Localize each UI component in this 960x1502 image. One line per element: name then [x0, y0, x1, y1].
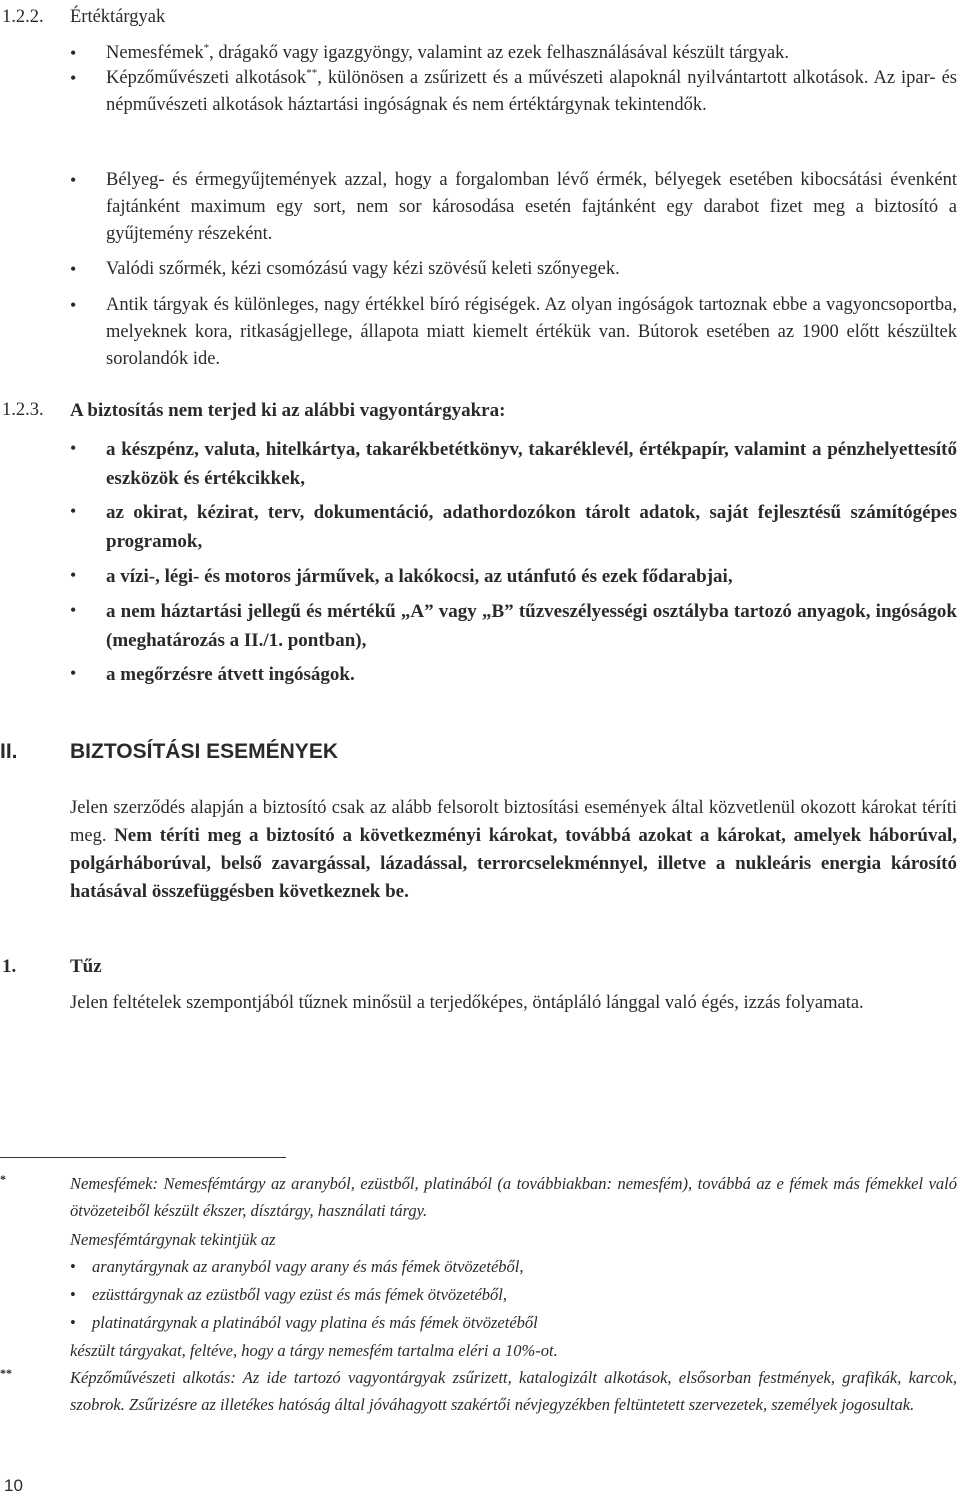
- section-ii-title: BIZTOSÍTÁSI ESEMÉNYEK: [70, 740, 338, 763]
- fire-number: 1.: [2, 956, 17, 977]
- item-text: Bélyeg- és érmegyűjtemények azzal, hogy a forgalomban lévő érmék, bélyegek esetében kibocsátási évenként fajtánként maximum egy sort, nem sor károsodása esetén fajtánként egy darabot fizet meg a biztosító a gyűjtemény részeként.: [106, 170, 957, 244]
- fire-text: Jelen feltételek szempontjából tűznek minősül a terjedőképes, öntápláló lánggal való égés, izzás folyamata.: [70, 993, 864, 1013]
- list-item: [70, 660, 957, 689]
- list-item: [70, 40, 957, 67]
- item-text: platinatárgynak a platinából vagy platina és más fémek ötvözetéből: [92, 1313, 538, 1332]
- item-text: az okirat, kézirat, terv, dokumentáció, adathordozókon tárolt adatok, saját fejlesztésű számítógépes programok,: [106, 502, 957, 552]
- bullet-icon: •: [70, 438, 77, 458]
- list-item: [70, 65, 957, 149]
- list-item: [70, 562, 957, 591]
- bullet-icon: •: [70, 1313, 76, 1332]
- section-1-2-2-number: 1.2.2.: [2, 7, 44, 27]
- list-item: [70, 292, 957, 376]
- bullet-icon: •: [70, 68, 77, 88]
- footnote-ref: **: [306, 66, 318, 79]
- footnote-1-text: Nemesfémek: Nemesfémtárgy az aranyból, ezüstből, platinából (a továbbiakban: nemesfém), továbbá az e fémek más fémekkel való ötvözeteiből készült ékszer, dísztárgy, használati tárgy.: [70, 1174, 957, 1220]
- list-item: [70, 256, 957, 283]
- list-item: [70, 167, 957, 251]
- footnote-ref: *: [203, 41, 210, 54]
- page-number: 10: [4, 1476, 23, 1495]
- section-1-2-2-title: Értéktárgyak: [70, 7, 166, 27]
- item-text: a nem háztartási jellegű és mértékű „A” vagy „B” tűzveszélyességi osztályba tartozó anyagok, ingóságok (meghatározás a II./1. pontban),: [106, 601, 957, 651]
- fire-title: Tűz: [70, 956, 102, 977]
- bullet-icon: •: [70, 170, 77, 190]
- section-ii-intro: [70, 795, 957, 906]
- item-text: Nemesfémek: [106, 43, 204, 63]
- footnote-2-mark: **: [0, 1366, 12, 1380]
- bullet-icon: •: [70, 565, 77, 585]
- footnote-divider: [0, 1157, 286, 1158]
- bullet-icon: •: [70, 1257, 76, 1276]
- item-text: a készpénz, valuta, hitelkártya, takarékbetétkönyv, takaréklevél, értékpapír, valamint a pénzhelyettesítő eszközök és értékcikkek,: [106, 439, 957, 489]
- item-text: Antik tárgyak és különleges, nagy értékkel bíró régiségek. Az olyan ingóságok tartoznak ebbe a vagyoncsoportba, melyeknek kora, ritkaságjellege, állapota miatt kiemelt értékük van. Bútorok esetében az 1900 előtt készültek sorolandók ide.: [106, 295, 957, 369]
- intro-normal-text: Jelen szerződés alapján a biztosító csak az alább felsorolt biztosítási események által közvetlenül okozott károkat téríti meg.: [70, 798, 957, 846]
- footnote-1-sub: Nemesfémtárgynak tekintjük az: [70, 1230, 276, 1249]
- list-item: [70, 435, 957, 493]
- bullet-icon: •: [70, 600, 77, 620]
- item-text: aranytárgynak az aranyból vagy arany és más fémek ötvözetéből,: [92, 1257, 524, 1276]
- item-text: Valódi szőrmék, kézi csomózású vagy kézi szövésű keleti szőnyegek.: [106, 259, 620, 279]
- bullet-icon: •: [70, 43, 77, 63]
- item-text: a vízi-, légi- és motoros járművek, a lakókocsi, az utánfutó és ezek fődarabjai,: [106, 566, 733, 587]
- item-text: ezüsttárgynak az ezüstből vagy ezüst és más fémek ötvözetéből,: [92, 1285, 508, 1304]
- bullet-icon: •: [70, 501, 77, 521]
- item-text-rest: , különösen a zsűrizett és a művészeti alapoknál nyilvántartott alkotások. Az ipar- és népművészeti alkotások háztartási ingóságnak és nem értéktárgynak tekintendők.: [106, 68, 957, 115]
- item-text: Képzőművészeti alkotások: [106, 68, 307, 88]
- list-item: [70, 498, 957, 556]
- bullet-icon: •: [70, 1285, 76, 1304]
- bullet-icon: •: [70, 663, 77, 683]
- section-ii-number: II.: [0, 740, 18, 763]
- item-text: a megőrzésre átvett ingóságok.: [106, 664, 355, 685]
- footnote-1-end: készült tárgyakat, feltéve, hogy a tárgy nemesfém tartalma eléri a 10%-ot.: [70, 1341, 558, 1360]
- section-1-2-3-number: 1.2.3.: [2, 400, 44, 420]
- section-1-2-3-title: A biztosítás nem terjed ki az alábbi vagyontárgyakra:: [70, 400, 506, 421]
- bullet-icon: •: [70, 259, 77, 279]
- footnote-1-mark: *: [0, 1172, 6, 1186]
- item-text-rest: , drágakő vagy igazgyöngy, valamint az ezek felhasználásával készült tárgyak.: [209, 43, 790, 63]
- footnote-2-text: Képzőművészeti alkotás: Az ide tartozó vagyontárgyak zsűrizett, katalogizált alkotások, elsősorban festmények, grafikák, karcok, szobrok. Zsűrizésre az illetékes hatóság által jóváhagyott szakértői névjegyzékben feltüntetett szervezetek, személyek jogosultak.: [70, 1368, 957, 1414]
- intro-bold-text: Nem téríti meg a biztosító a következményi károkat, továbbá azokat a károkat, amelyek háborúval, polgárháborúval, belső zavargással, lázadással, terrorcselekménnyel, illetve a nukleáris energia károsító hatásával összefüggésben következnek be.: [70, 825, 957, 902]
- bullet-icon: •: [70, 295, 77, 315]
- list-item: [70, 597, 957, 655]
